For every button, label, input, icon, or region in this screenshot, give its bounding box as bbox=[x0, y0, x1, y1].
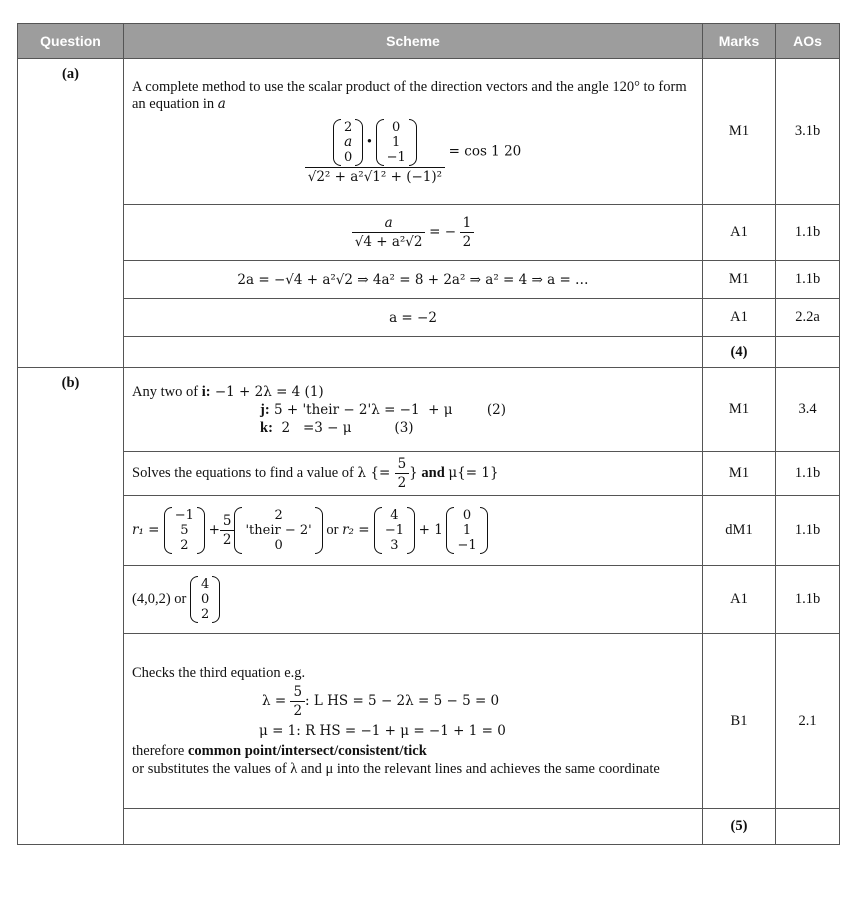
question-label-a: (a) bbox=[18, 59, 124, 368]
scheme-cell: $\frac{a}{\text{√4 + a²√2}}$ = − $\frac{1}{2}$ bbox=[124, 205, 703, 261]
mark-scheme-table bbox=[17, 23, 840, 845]
scheme-cell: Checks the third equation e.g. λ = $\frac{5}{2}$ : L HS = 5 − 2λ = 5 − 5 = 0 μ = 1: R HS = −1 + μ = −1 + 1 = 0 therefore common point/intersect/consistent/tick or substitutes the values of λ and μ into the relevant lines and achieves the same coordinate bbox=[124, 634, 703, 809]
scheme-cell: (4,0,2) or 4 0 2 bbox=[124, 566, 703, 634]
table-row bbox=[18, 566, 840, 634]
question-label-b: (b) bbox=[18, 368, 124, 845]
table-row bbox=[18, 452, 840, 496]
mark-cell: A1 bbox=[703, 205, 776, 261]
scheme-cell bbox=[124, 337, 703, 368]
vector: 2 a 0 bbox=[333, 119, 363, 166]
mark-cell: M1 bbox=[703, 452, 776, 496]
ao-cell: 1.1b bbox=[776, 452, 840, 496]
dot-symbol: • bbox=[366, 133, 372, 150]
table-row bbox=[18, 205, 840, 261]
total-row bbox=[18, 809, 840, 845]
ao-cell: 1.1b bbox=[776, 205, 840, 261]
scheme-cell: Solves the equations to find a value of λ {= $\frac{5}{2}$ } and μ{= 1} bbox=[124, 452, 703, 496]
mark-cell: B1 bbox=[703, 634, 776, 809]
rhs-text: = cos 1 20 bbox=[448, 142, 522, 159]
table-row bbox=[18, 59, 840, 205]
ao-cell: 3.1b bbox=[776, 59, 840, 205]
ao-cell: 3.4 bbox=[776, 368, 840, 452]
table-row bbox=[18, 634, 840, 809]
denominator: √2² + a²√1² + (−1)² bbox=[305, 167, 445, 185]
scheme-text: A complete method to use the scalar product of the direction vectors and the angle 120° to form an equation in bbox=[132, 78, 687, 112]
scheme-cell bbox=[124, 809, 703, 845]
scheme-cell: r₁ = −1 5 2 + $\frac{5}{2}$ 2 'their − 2' 0 or r₂ = 4 −1 3 + 1 0 1 −1 bbox=[124, 496, 703, 566]
header-aos: AOs bbox=[776, 24, 840, 59]
total-row bbox=[18, 337, 840, 368]
header-scheme: Scheme bbox=[124, 24, 703, 59]
table-row bbox=[18, 496, 840, 566]
scheme-cell bbox=[124, 59, 703, 205]
table-row bbox=[18, 299, 840, 337]
total-marks: (5) bbox=[703, 809, 776, 845]
mark-cell: M1 bbox=[703, 368, 776, 452]
ao-cell: 2.2a bbox=[776, 299, 840, 337]
table-row bbox=[18, 368, 840, 452]
mark-cell: A1 bbox=[703, 566, 776, 634]
ao-cell: 2.1 bbox=[776, 634, 840, 809]
table-row bbox=[18, 261, 840, 299]
scalar-product-equation bbox=[132, 119, 694, 185]
vector: 0 1 −1 bbox=[376, 119, 417, 166]
ao-cell: 1.1b bbox=[776, 566, 840, 634]
header-marks: Marks bbox=[703, 24, 776, 59]
ao-cell: 1.1b bbox=[776, 261, 840, 299]
total-marks: (4) bbox=[703, 337, 776, 368]
mark-cell: dM1 bbox=[703, 496, 776, 566]
mark-cell: M1 bbox=[703, 59, 776, 205]
header-question: Question bbox=[18, 24, 124, 59]
header-row bbox=[18, 24, 840, 59]
scheme-cell: Any two of i: −1 + 2λ = 4 (1) j: 5 + 'their − 2'λ = −1 + μ (2) k: 2 =3 − μ (3) bbox=[124, 368, 703, 452]
ao-cell: 1.1b bbox=[776, 496, 840, 566]
scheme-cell: 2a = −√4 + a²√2 ⇒ 4a² = 8 + 2a² ⇒ a² = 4 ⇒ a = … bbox=[124, 261, 703, 299]
mark-cell: A1 bbox=[703, 299, 776, 337]
scheme-cell: a = −2 bbox=[124, 299, 703, 337]
variable-a: a bbox=[217, 95, 226, 112]
mark-cell: M1 bbox=[703, 261, 776, 299]
